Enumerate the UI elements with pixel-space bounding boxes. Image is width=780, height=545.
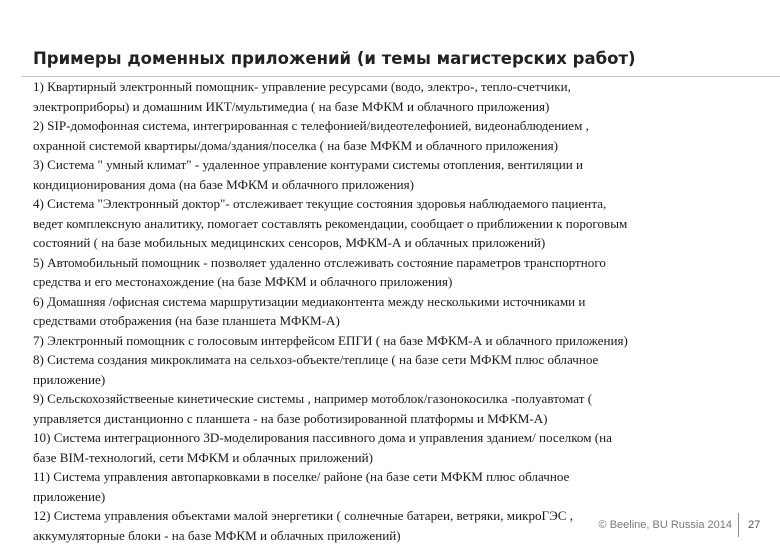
list-item-line: приложение) [33,487,768,507]
list-item-line: 2) SIP-домофонная система, интегрированная с телефонией/видеотелефонией, видеонаблюдением , [33,116,768,136]
list-item-line: состояний ( на базе мобильных медицинских сенсоров, МФКМ-А и облачных приложений) [33,233,768,253]
list-item-line: 1) Квартирный электронный помощник- управление ресурсами (водо, электро-, тепло-счетчики, [33,77,768,97]
list-item [33,116,768,155]
list-item-line: базе BIM-технологий, сети МФКМ и облачных приложений) [33,448,768,468]
list-item-line: 11) Система управления автопарковками в поселке/ районе (на базе сети МФКМ плюс облачное [33,467,768,487]
list-item-line: 4) Система "Электронный доктор"- отслеживает текущие состояния здоровья наблюдаемого пациента, [33,194,768,214]
list-item-line: приложение) [33,370,768,390]
list-item [33,389,768,428]
list-item-line: 9) Сельскохозяйствееные кинетические системы , например мотоблок/газонокосилка -полуавтомат ( [33,389,768,409]
list-item-line: 3) Система " умный климат" - удаленное управление контурами системы отопления, вентиляции и [33,155,768,175]
list-item-line: средствами отображения (на базе планшета МФКМ-А) [33,311,768,331]
list-item [33,155,768,194]
list-item-line: 7) Электронный помощник с голосовым интерфейсом ЕПГИ ( на базе МФКМ-А и облачного приложения) [33,331,768,351]
application-list [33,77,768,545]
list-item [33,292,768,331]
list-item [33,194,768,253]
list-item-line: электроприборы) и домашним ИКТ/мультимедиа ( на базе МФКМ и облачного приложения) [33,97,768,117]
list-item-line: охранной системой квартиры/дома/здания/поселка ( на базе МФКМ и облачного приложения) [33,136,768,156]
list-item [33,331,768,351]
list-item [33,350,768,389]
list-item-line: управляется дистанционно с планшета - на базе роботизированной платформы и МФКМ-А) [33,409,768,429]
list-item-line: кондиционирования дома (на базе МФКМ и облачного приложения) [33,175,768,195]
list-item-line: 6) Домашняя /офисная система маршрутизации медиаконтента между несколькими источниками и [33,292,768,312]
list-item-line: 10) Система интеграционного 3D-моделирования пассивного дома и управления зданием/ поселком (на [33,428,768,448]
list-item-line: аккумуляторные блоки - на базе МФКМ и облачных приложений) [33,526,768,545]
list-item-line: 12) Система управления объектами малой энергетики ( солнечные батареи, ветряки, микроГЭС , [33,506,768,526]
list-item-line: ведет комплексную аналитику, помогает составлять рекомендации, сообщает о приближении к пороговым [33,214,768,234]
slide-title: Примеры доменных приложений (и темы магистерских работ) [33,49,763,68]
page-number: 27 [748,519,760,531]
footer-divider [738,513,739,537]
footer-copyright: © Beeline, BU Russia 2014 [599,519,732,531]
list-item [33,467,768,506]
list-item-line: средства и его местонахождение (на базе МФКМ и облачного приложения) [33,272,768,292]
list-item-line: 8) Система создания микроклимата на сельхоз-объекте/теплице ( на базе сети МФКМ плюс облачное [33,350,768,370]
list-item [33,77,768,116]
list-item [33,428,768,467]
list-item-line: 5) Автомобильный помощник - позволяет удаленно отслеживать состояние параметров транспортного [33,253,768,273]
list-item [33,253,768,292]
